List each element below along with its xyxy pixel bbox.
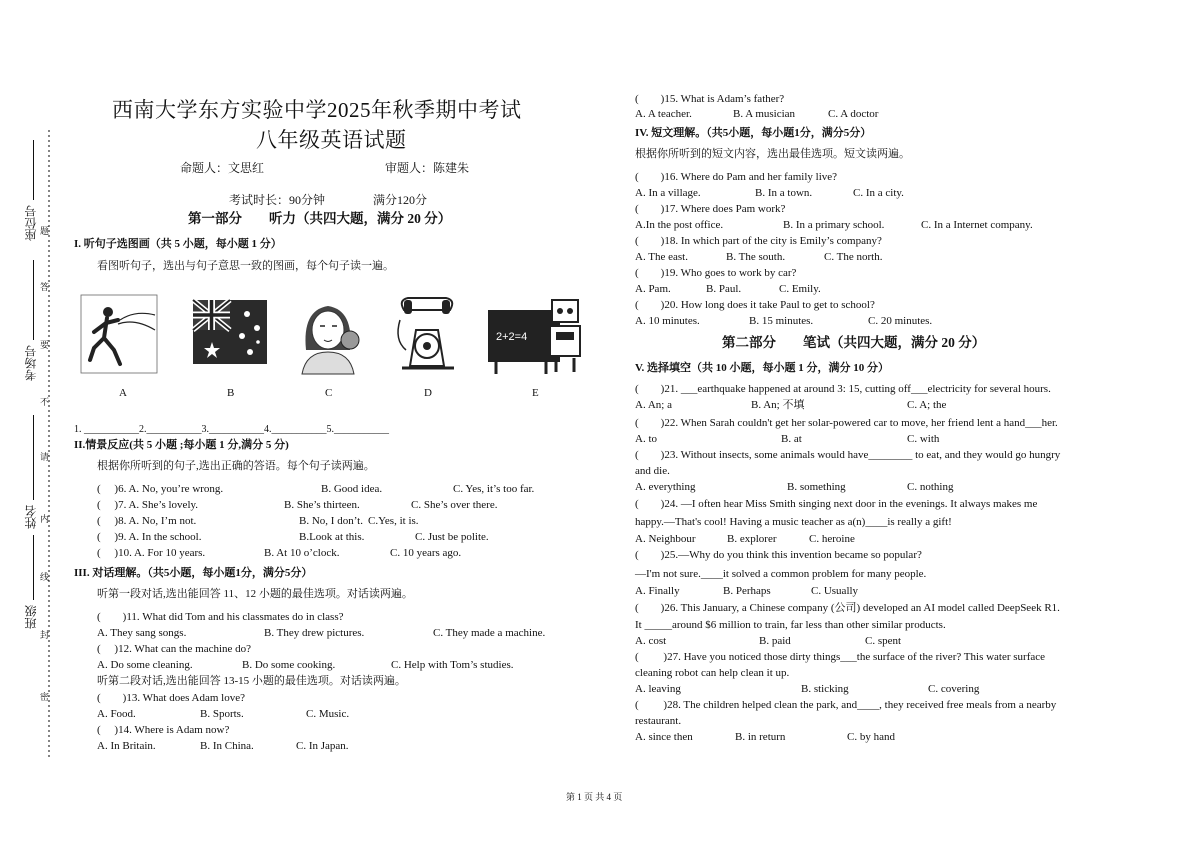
question-12-option-c[interactable]: C. Help with Tom’s studies. (391, 659, 514, 671)
question-14-option-b[interactable]: B. In China. (200, 740, 254, 752)
class-line (33, 535, 34, 600)
question-25-option-b[interactable]: B. Perhaps (723, 585, 771, 597)
question-14: ( )14. Where is Adam now? (97, 724, 230, 736)
section4-title: IV. 短文理解。（共5小题，每小题1分，满分5分） (635, 127, 872, 139)
reviewer-label: 审题人：陈建朱 (385, 161, 470, 175)
seal-char: 请 (40, 452, 50, 462)
section3-instruction-2: 听第二段对话,选出能回答 13-15 小题的最佳选项。对话读两遍。 (97, 675, 406, 687)
section2-instruction: 根据你所听到的句子,选出正确的答语。每个句子读两遍。 (97, 460, 375, 472)
name-label: 姓名 (24, 505, 38, 529)
question-10-option-c[interactable]: C. 10 years ago. (390, 547, 462, 559)
picture-label: E (532, 387, 539, 399)
seat-number-label: 座位号 (24, 205, 38, 241)
duration-label: 考试时长：90分钟 (229, 193, 326, 207)
question-21: ( )21. ___earthquake happened at around 3: 15, cutting off___electricity for several hours. (635, 383, 1051, 395)
question-9-option-b[interactable]: B.Look at this. (299, 531, 365, 543)
class-label: 班级 (24, 605, 38, 629)
question-19-option-a[interactable]: A. Pam. (635, 283, 671, 295)
section3-title: III. 对话理解。（共5小题，每小题1分，满分5分） (74, 567, 313, 579)
question-17-option-b[interactable]: B. In a primary school. (783, 219, 885, 231)
question-8-option-c[interactable]: C.Yes, it is. (368, 515, 419, 527)
question-28-option-a[interactable]: A. since then (635, 731, 693, 743)
question-28: ( )28. The children helped clean the park, and____, they received free meals from a nearby (635, 699, 1057, 711)
question-25: ( )25.—Why do you think this invention became so popular? (635, 549, 922, 561)
question-28-option-c[interactable]: C. by hand (847, 731, 895, 743)
question-22-option-c[interactable]: C. with (907, 433, 940, 445)
old-telephone-icon (392, 290, 466, 376)
seal-char: 要 (40, 340, 50, 350)
question-23: ( )23. Without insects, some animals would have________ to eat, and they would go hungry (635, 449, 1061, 461)
question-23-cont: and die. (635, 465, 670, 477)
question-24: ( )24. —I often hear Miss Smith singing next door in the evenings. It always makes me (635, 498, 1038, 510)
question-12: ( )12. What can the machine do? (97, 643, 252, 655)
question-21-option-c[interactable]: C. A; the (907, 399, 947, 411)
question-18-option-b[interactable]: B. The south. (726, 251, 786, 263)
woman-phone-icon (292, 290, 368, 376)
question-26-cont: It _____around $6 million to train, far less than other similar products. (635, 619, 946, 631)
question-12-option-b[interactable]: B. Do some cooking. (242, 659, 336, 671)
question-11: ( )11. What did Tom and his classmates do in class? (97, 611, 344, 623)
question-17-option-a[interactable]: A.In the post office. (635, 219, 724, 231)
room-number-label: 考场号 (24, 345, 38, 381)
part2-heading: 第二部分 笔试（共四大题，满分 20 分） (722, 335, 986, 350)
question-16-option-c[interactable]: C. In a city. (853, 187, 904, 199)
question-18: ( )18. In which part of the city is Emily’s company? (635, 235, 882, 247)
question-23-option-b[interactable]: B. something (787, 481, 846, 493)
author-label: 命题人：文思红 (180, 161, 265, 175)
question-6-option-c[interactable]: C. Yes, it’s too far. (453, 483, 535, 495)
picture-label: B (227, 387, 235, 399)
question-13-option-a[interactable]: A. Food. (97, 708, 136, 720)
question-20: ( )20. How long does it take Paul to get to school? (635, 299, 875, 311)
question-17-option-c[interactable]: C. In a Internet company. (921, 219, 1033, 231)
seal-char: 封 (40, 630, 50, 640)
question-21-option-b[interactable]: B. An; 不填 (751, 399, 805, 411)
question-16: ( )16. Where do Pam and her family live? (635, 171, 838, 183)
question-10-option-a[interactable]: ( )10. A. For 10 years. (97, 547, 206, 559)
question-27-option-b[interactable]: B. sticking (801, 683, 849, 695)
question-24-option-c[interactable]: C. heroine (809, 533, 855, 545)
seal-char: 线 (40, 572, 50, 582)
seal-char: 题 (40, 226, 50, 236)
question-7-option-a[interactable]: ( )7. A. She’s lovely. (97, 499, 199, 511)
blackboard-text: 2+2=4 (496, 331, 528, 343)
question-20-option-b[interactable]: B. 15 minutes. (749, 315, 814, 327)
picture-d (392, 290, 466, 376)
picture-label: A (119, 387, 127, 399)
seal-char: 不 (40, 397, 50, 407)
question-24-option-b[interactable]: B. explorer (727, 533, 777, 545)
question-13: ( )13. What does Adam love? (97, 692, 245, 704)
question-8-option-a[interactable]: ( )8. A. No, I’m not. (97, 515, 197, 527)
question-16-option-b[interactable]: B. In a town. (755, 187, 813, 199)
full-score-label: 满分120分 (373, 193, 428, 207)
question-9-option-c[interactable]: C. Just be polite. (415, 531, 489, 543)
question-28-option-b[interactable]: B. in return (735, 731, 786, 743)
section1-instruction: 看图听句子，选出与句子意思一致的图画，每个句子读一遍。 (97, 260, 394, 272)
question-28-cont: restaurant. (635, 715, 682, 727)
question-18-option-a[interactable]: A. The east. (635, 251, 688, 263)
question-11-option-a[interactable]: A. They sang songs. (97, 627, 187, 639)
question-7-option-b[interactable]: B. She’s thirteen. (284, 499, 360, 511)
question-19-option-b[interactable]: B. Paul. (706, 283, 742, 295)
seal-char: 密 (40, 692, 50, 702)
question-22-option-a[interactable]: A. to (635, 433, 657, 445)
seal-char: 答 (40, 282, 50, 292)
question-26-option-c[interactable]: C. spent (865, 635, 902, 647)
question-19: ( )19. Who goes to work by car? (635, 267, 797, 279)
section1-title: I. 听句子选图画（共 5 小题，每小题 1 分） (74, 238, 282, 250)
answer-blanks-line[interactable]: 1. ___________2.___________3.___________4.___________5.___________ (74, 424, 389, 435)
australia-flag-icon (192, 290, 268, 376)
question-23-option-c[interactable]: C. nothing (907, 481, 954, 493)
runner-finish-line-icon (80, 290, 160, 376)
question-25-option-a[interactable]: A. Finally (635, 585, 680, 597)
question-18-option-c[interactable]: C. The north. (824, 251, 883, 263)
question-26-option-a[interactable]: A. cost (635, 635, 667, 647)
robot-blackboard-icon (486, 290, 586, 376)
picture-a (80, 290, 160, 376)
question-15-option-b[interactable]: B. A musician (733, 108, 796, 120)
seat-number-line (33, 140, 34, 200)
question-26-option-b[interactable]: B. paid (759, 635, 791, 647)
page-footer: 第 1 页 共 4 页 (566, 792, 623, 802)
question-14-option-a[interactable]: A. In Britain. (97, 740, 156, 752)
room-number-line (33, 260, 34, 340)
question-24-cont: happy.—That's cool! Having a music teacher as a(n)____is really a gift! (635, 516, 952, 528)
seal-char: 内 (40, 514, 50, 524)
exam-subtitle: 八年级英语试题 (256, 128, 407, 152)
question-17: ( )17. Where does Pam work? (635, 203, 786, 215)
question-11-option-c[interactable]: C. They made a machine. (433, 627, 546, 639)
question-24-option-a[interactable]: A. Neighbour (635, 533, 696, 545)
question-9-option-a[interactable]: ( )9. A. In the school. (97, 531, 202, 543)
picture-label: C (325, 387, 333, 399)
question-16-option-a[interactable]: A. In a village. (635, 187, 701, 199)
section2-title: II.情景反应(共 5 小题 ;每小题 1 分,满分 5 分) (74, 439, 289, 451)
picture-e (486, 290, 586, 376)
question-25-cont: —I'm not sure.____it solved a common problem for many people. (635, 568, 927, 580)
question-27-cont: cleaning robot can help clean it up. (635, 667, 790, 679)
question-20-option-c[interactable]: C. 20 minutes. (868, 315, 933, 327)
section3-instruction-1: 听第一段对话,选出能回答 11、12 小题的最佳选项。对话读两遍。 (97, 588, 413, 600)
question-12-option-a[interactable]: A. Do some cleaning. (97, 659, 193, 671)
question-15-option-a[interactable]: A. A teacher. (635, 108, 692, 120)
question-13-option-c[interactable]: C. Music. (306, 708, 350, 720)
question-27-option-a[interactable]: A. leaving (635, 683, 681, 695)
question-15-option-c[interactable]: C. A doctor (828, 108, 879, 120)
question-27-option-c[interactable]: C. covering (928, 683, 980, 695)
question-7-option-c[interactable]: C. She’s over there. (411, 499, 498, 511)
question-25-option-c[interactable]: C. Usually (811, 585, 859, 597)
question-22: ( )22. When Sarah couldn't get her solar-powered car to move, her friend lent a hand___her. (635, 417, 1058, 429)
name-line (33, 415, 34, 500)
picture-b (192, 290, 268, 376)
question-10-option-b[interactable]: B. At 10 o’clock. (264, 547, 340, 559)
question-19-option-c[interactable]: C. Emily. (779, 283, 821, 295)
picture-label: D (424, 387, 432, 399)
question-11-option-b[interactable]: B. They drew pictures. (264, 627, 365, 639)
question-22-option-b[interactable]: B. at (781, 433, 802, 445)
question-26: ( )26. This January, a Chinese company (公司) developed an AI model called DeepSeek R1. (635, 602, 1060, 614)
section4-instruction: 根据你所听到的短文内容，选出最佳选项。短文读两遍。 (635, 148, 910, 160)
picture-c (292, 290, 368, 376)
question-15: ( )15. What is Adam’s father? (635, 93, 785, 105)
part1-heading: 第一部分 听力（共四大题，满分 20 分） (188, 211, 452, 226)
question-6-option-b[interactable]: B. Good idea. (321, 483, 383, 495)
question-23-option-a[interactable]: A. everything (635, 481, 696, 493)
exam-title: 西南大学东方实验中学2025年秋季期中考试 (112, 98, 522, 122)
question-13-option-b[interactable]: B. Sports. (200, 708, 244, 720)
section5-title: V. 选择填空（共 10 小题，每小题 1 分，满分 10 分） (635, 362, 890, 374)
question-14-option-c[interactable]: C. In Japan. (296, 740, 349, 752)
question-21-option-a[interactable]: A. An; a (635, 399, 672, 411)
question-8-option-b[interactable]: B. No, I don’t. (299, 515, 363, 527)
question-27: ( )27. Have you noticed those dirty things___the surface of the river? This water surface (635, 651, 1046, 663)
question-20-option-a[interactable]: A. 10 minutes. (635, 315, 700, 327)
question-6-option-a[interactable]: ( )6. A. No, you’re wrong. (97, 483, 224, 495)
